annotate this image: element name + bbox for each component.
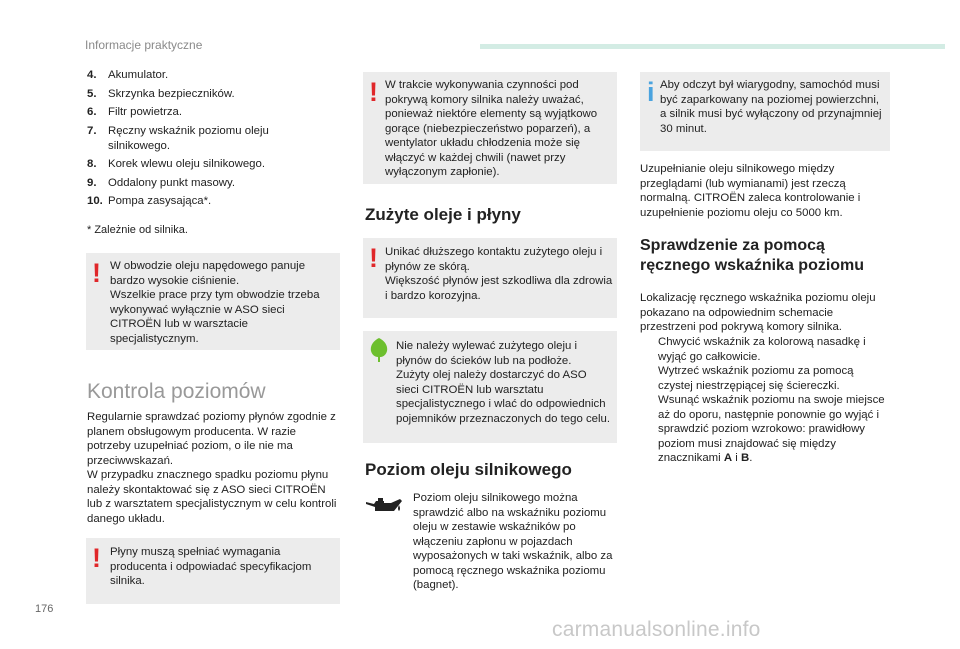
section-heading-level-check: Kontrola poziomów — [87, 380, 266, 403]
environment-text: Nie należy wylewać zużytego oleju i płynów do ścieków lub na podłoże. Zużyty olej należy dostarczyć do ASO sieci CITROËN lub warsztatu specjalistycznego i wlać do odpowiednich pojemników przeznaczonych do tego celu. — [396, 340, 611, 425]
environment-box — [363, 331, 617, 443]
bullet-icon — [640, 364, 658, 393]
info-box-reading — [640, 72, 890, 151]
mark-b: B — [740, 452, 750, 464]
warning-icon: ! — [92, 543, 101, 573]
dipstick-steps — [640, 335, 890, 466]
oil-can-icon — [364, 496, 404, 518]
page-number: 176 — [35, 603, 54, 615]
section-heading-engine-oil-level: Poziom oleju silnikowego — [365, 460, 572, 479]
topping-up-paragraph: Uzupełnianie oleju silnikowego między przeglądami (lub wymianami) jest rzeczą normalną. CITROËN zaleca kontrolowanie i uzupełnienie poziomu oleju co 5000 km. — [640, 163, 861, 219]
engine-oil-level-text: Poziom oleju silnikowego można sprawdzić albo na wskaźniku poziomu oleju w zestawie wskaźników po włączeniu zapłonu w pojazdach wyposażonych w taki wskaźnik, albo za pomocą ręcznego wskaźnika poziomu (bagnet). — [413, 492, 613, 591]
list-item: 9. Oddalony punkt masowy. — [87, 176, 236, 189]
leaf-icon — [368, 337, 390, 363]
section-heading-used-oils: Zużyte oleje i płyny — [365, 205, 521, 224]
warning-icon: ! — [369, 77, 378, 107]
list-item: 10. Pompa zasysająca*. — [87, 195, 212, 207]
list-item: 5. Skrzynka bezpieczników. — [87, 87, 235, 100]
list-item: 4. Akumulator. — [87, 69, 169, 81]
warning-text: Płyny muszą spełniać wymagania producenta i odpowiadać specyfikacjom silnika. — [110, 546, 312, 587]
list-item: 8. Korek wlewu oleju silnikowego. — [87, 158, 266, 170]
warning-icon: ! — [369, 243, 378, 273]
warning-box-power-steering — [86, 253, 340, 350]
components-list — [87, 68, 337, 213]
mark-a: A — [723, 452, 733, 464]
list-item: 6. Filtr powietrza. — [87, 106, 183, 118]
level-check-paragraph: Regularnie sprawdzać poziomy płynów zgodnie z planem obsługowym producenta. W razie potrzeby uzupełniać poziom, o ile nie ma przeciwwskazań. W przypadku znacznego spadku poziomu płynu należy skontaktować się z ASO sieci CITROËN lub z warsztatem specjalistycznym w celu kontroli danego układu. — [87, 411, 337, 525]
engine-footnote: * Zależnie od silnika. — [87, 224, 188, 236]
warning-icon: ! — [92, 258, 101, 288]
info-icon: i — [647, 77, 655, 107]
warning-text: W trakcie wykonywania czynności pod pokrywą komory silnika należy uważać, ponieważ niektóre elementy są wyjątkowo gorące (niebezpieczeństwo poparzeń), a wentylator układu chłodzenia może się włączyć w każdej chwili (nawet przy wyłączonym zapłonie). — [385, 79, 598, 178]
warning-box-skin-contact — [363, 238, 617, 318]
dipstick-intro: Lokalizację ręcznego wskaźnika poziomu oleju pokazano na odpowiednim schemacie przestrzeni pod pokrywą komory silnika. — [640, 292, 876, 333]
warning-text: W obwodzie oleju napędowego panuje bardzo wysokie ciśnienie. Wszelkie prace przy tym obwodzie trzeba wykonywać wyłącznie w ASO sieci CITROËN lub w warsztacie specjalistycznym. — [110, 260, 320, 345]
watermark: carmanualsonline.info — [552, 618, 761, 641]
list-item: Wsunąć wskaźnik poziomu na swoje miejsce aż do oporu, następnie ponownie go wyjąć i sprawdzić poziom wzrokowo: prawidłowy poziom musi znajdować się między znacznikami A i B. — [640, 393, 890, 466]
warning-text: Unikać dłuższego kontaktu zużytego oleju i płynów ze skórą. Większość płynów jest szkodliwa dla zdrowia i bardzo korozyjna. — [385, 246, 613, 302]
section-heading-dipstick: Sprawdzenie za pomocą ręcznego wskaźnika poziomu — [640, 237, 865, 274]
info-text: Aby odczyt był wiarygodny, samochód musi być zaparkowany na poziomej powierzchni, a silnik musi być wyłączony od przynajmniej 30 minut. — [660, 79, 882, 135]
bullet-icon — [640, 393, 658, 466]
page-header-title: Informacje praktyczne — [85, 38, 203, 52]
warning-box-fluids — [86, 538, 340, 604]
list-item: Chwycić wskaźnik za kolorową nasadkę i wyjąć go całkowicie. — [640, 335, 890, 364]
bullet-icon — [640, 335, 658, 364]
header-bar — [480, 44, 945, 49]
list-item: 7. Ręczny wskaźnik poziomu oleju silnikowego. — [87, 124, 269, 152]
warning-box-hot-engine — [363, 72, 617, 184]
list-item: Wytrzeć wskaźnik poziomu za pomocą czystej niestrzępiącej się ściereczki. — [640, 364, 890, 393]
